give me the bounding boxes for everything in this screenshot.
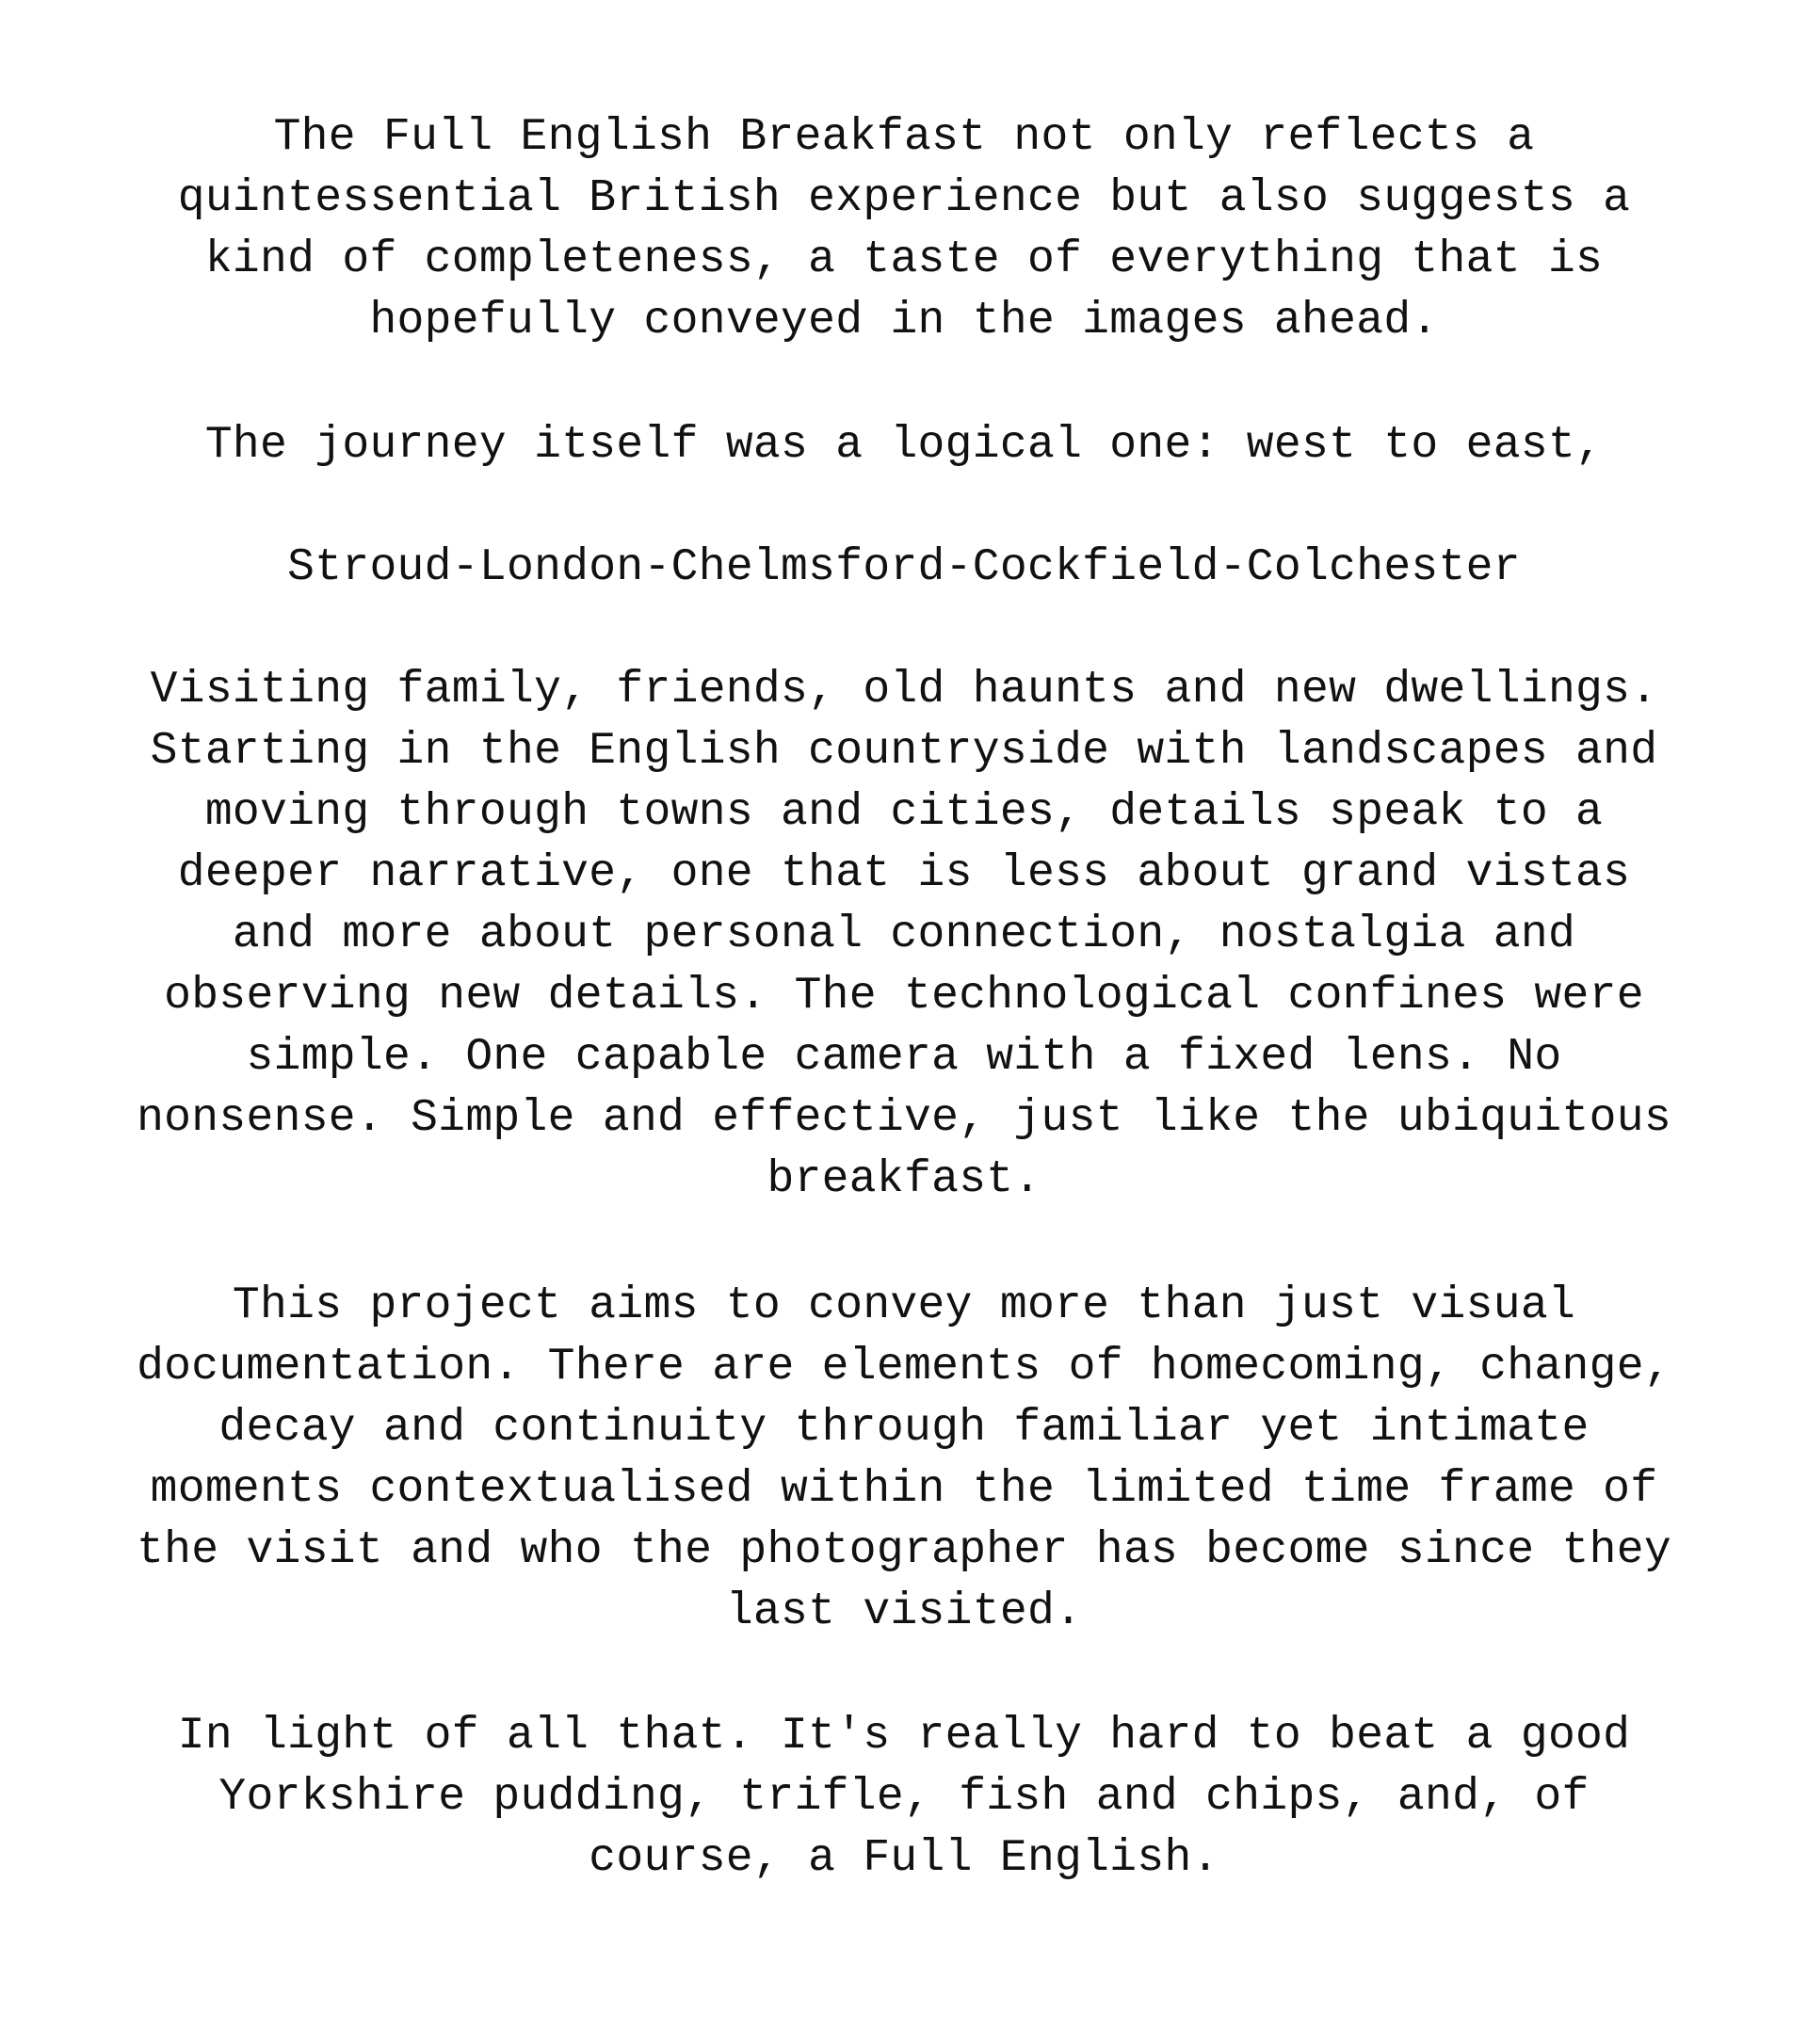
- text-line: quintessential British experience but also suggests a: [177, 173, 1631, 224]
- text-line: hopefully conveyed in the images ahead.: [369, 296, 1439, 346]
- text-line: Visiting family, friends, old haunts and new dwellings.: [150, 665, 1658, 716]
- text-line: the visit and who the photographer has become since they: [137, 1525, 1671, 1576]
- text-line: Starting in the English countryside with landscapes and: [150, 726, 1658, 777]
- text-line: Yorkshire pudding, trifle, fish and chips, and, of: [218, 1772, 1590, 1823]
- paragraph-route: [38, 538, 1770, 599]
- text-line: deeper narrative, one that is less about grand vistas: [177, 848, 1631, 899]
- text-line: observing new details. The technological confines were: [164, 971, 1644, 1022]
- text-line: moments contextualised within the limited time frame of: [150, 1464, 1658, 1515]
- text-line: documentation. There are elements of homecoming, change,: [137, 1342, 1671, 1392]
- paragraph-journey: [38, 415, 1770, 476]
- text-line: nonsense. Simple and effective, just like the ubiquitous: [137, 1093, 1671, 1144]
- paragraph-visiting: [38, 660, 1770, 1211]
- text-line: last visited.: [725, 1586, 1083, 1637]
- paragraph-introduction: [38, 107, 1770, 352]
- text-line: and more about personal connection, nostalgia and: [232, 909, 1576, 960]
- paragraph-conclusion: [38, 1706, 1770, 1890]
- text-line: breakfast.: [767, 1154, 1041, 1205]
- text-line: simple. One capable camera with a fixed lens. No: [246, 1032, 1562, 1083]
- text-line: This project aims to convey more than just visual: [232, 1280, 1576, 1331]
- text-line: kind of completeness, a taste of everything that is: [204, 234, 1604, 285]
- paragraph-project-aims: [38, 1276, 1770, 1643]
- text-line: The Full English Breakfast not only reflects a: [273, 112, 1535, 163]
- route-line: Stroud-London-Chelmsford-Cockfield-Colchester: [287, 542, 1521, 593]
- text-line: In light of all that. It's really hard to beat a good: [177, 1711, 1631, 1762]
- text-line: course, a Full English.: [589, 1833, 1219, 1884]
- text-line: moving through towns and cities, details speak to a: [204, 787, 1604, 838]
- text-line: The journey itself was a logical one: west to east,: [204, 420, 1604, 471]
- text-line: decay and continuity through familiar yet intimate: [218, 1403, 1590, 1454]
